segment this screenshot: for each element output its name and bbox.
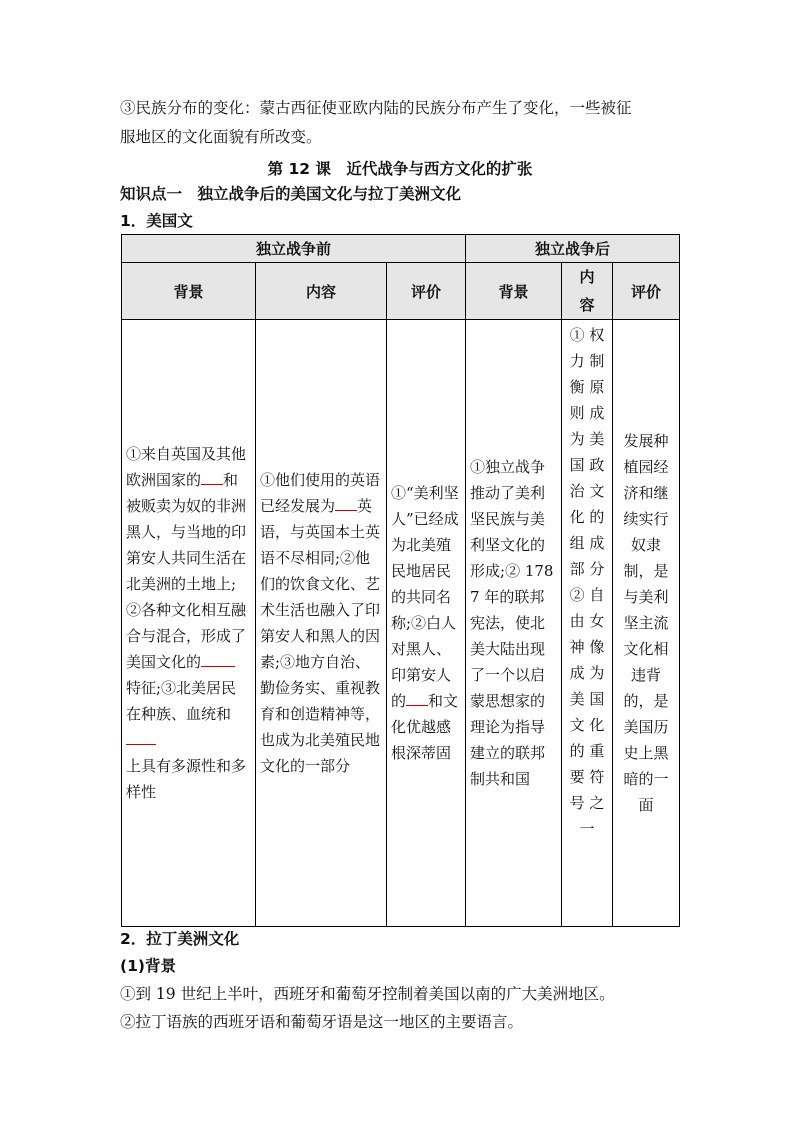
cell-after-background: ①独立战争推动了美利坚民族与美利坚文化的形成;② 1787 年的联邦宪法，使北美大陆出现了一个以启蒙思想家的理论为指导建立的联邦制共和国 <box>466 320 562 927</box>
header-background-before: 背景 <box>122 263 256 320</box>
section-2-title: 2．拉丁美洲文化 <box>120 930 240 948</box>
cell-before-evaluation: ①“美利坚人”已经成为北美殖民地居民的共同名称;②白人对黑人、印第安人的 和文化优越感根深蒂固 <box>387 320 466 927</box>
fill-blank[interactable] <box>126 728 156 745</box>
fill-blank[interactable] <box>335 494 357 511</box>
group-header-before: 独立战争前 <box>122 235 466 263</box>
fill-blank[interactable] <box>201 650 235 667</box>
cell-after-evaluation: 发展种植园经济和继续实行奴隶制，是与美利坚主流文化相违背的，是美国历史上黑暗的一面 <box>613 320 680 927</box>
fill-blank[interactable] <box>406 689 428 706</box>
background-line-1: ①到 19 世纪上半叶，西班牙和葡萄牙控制着美国以南的广大美洲地区。 <box>120 985 615 1003</box>
header-content-before: 内容 <box>256 263 387 320</box>
group-header-after: 独立战争后 <box>466 235 680 263</box>
culture-table <box>121 234 680 927</box>
cell-before-content: ①他们使用的英语已经发展为 英语，与英国本土英语不尽相同;②他们的饮食文化、艺术生活也融入了印第安人和黑人的因素;③地方自治、勤俭务实、重视教育和创造精神等，也成为北美殖民地文化的一部分 <box>256 320 387 927</box>
knowledge-point-title: 知识点一 独立战争后的美国文化与拉丁美洲文化 <box>120 185 462 203</box>
cell-before-background: ①来自英国及其他欧洲国家的 和被贩卖为奴的非洲黑人，与当地的印第安人共同生活在北美洲的土地上;②各种文化相互融合与混合，形成了美国文化的 特征;③北美居民在种族、血统和 上具有多源性和多样性 <box>122 320 256 927</box>
lesson-title: 第 12 课 近代战争与西方文化的扩张 <box>267 160 533 178</box>
header-content-after: 内 容 <box>562 263 613 320</box>
header-evaluation-after: 评价 <box>613 263 680 320</box>
header-evaluation-before: 评价 <box>387 263 466 320</box>
header-background-after: 背景 <box>466 263 562 320</box>
background-line-2: ②拉丁语族的西班牙语和葡萄牙语是这一地区的主要语言。 <box>120 1013 524 1031</box>
intro-line-2: 服地区的文化面貌有所改变。 <box>120 128 322 146</box>
cell-after-content: ① 权力 制衡 原则 成为 美国 政治 文化 的组 成部 分 ② 自由 女神 像成 为美 国文 化的 重要 符号 之 一 <box>562 320 613 927</box>
section-1-title: 1．美国文 <box>120 212 193 230</box>
intro-line-1: ③民族分布的变化：蒙古西征使亚欧内陆的民族分布产生了变化，一些被征 <box>120 99 632 117</box>
subsection-background-title: (1)背景 <box>120 957 176 975</box>
fill-blank[interactable] <box>201 468 223 485</box>
